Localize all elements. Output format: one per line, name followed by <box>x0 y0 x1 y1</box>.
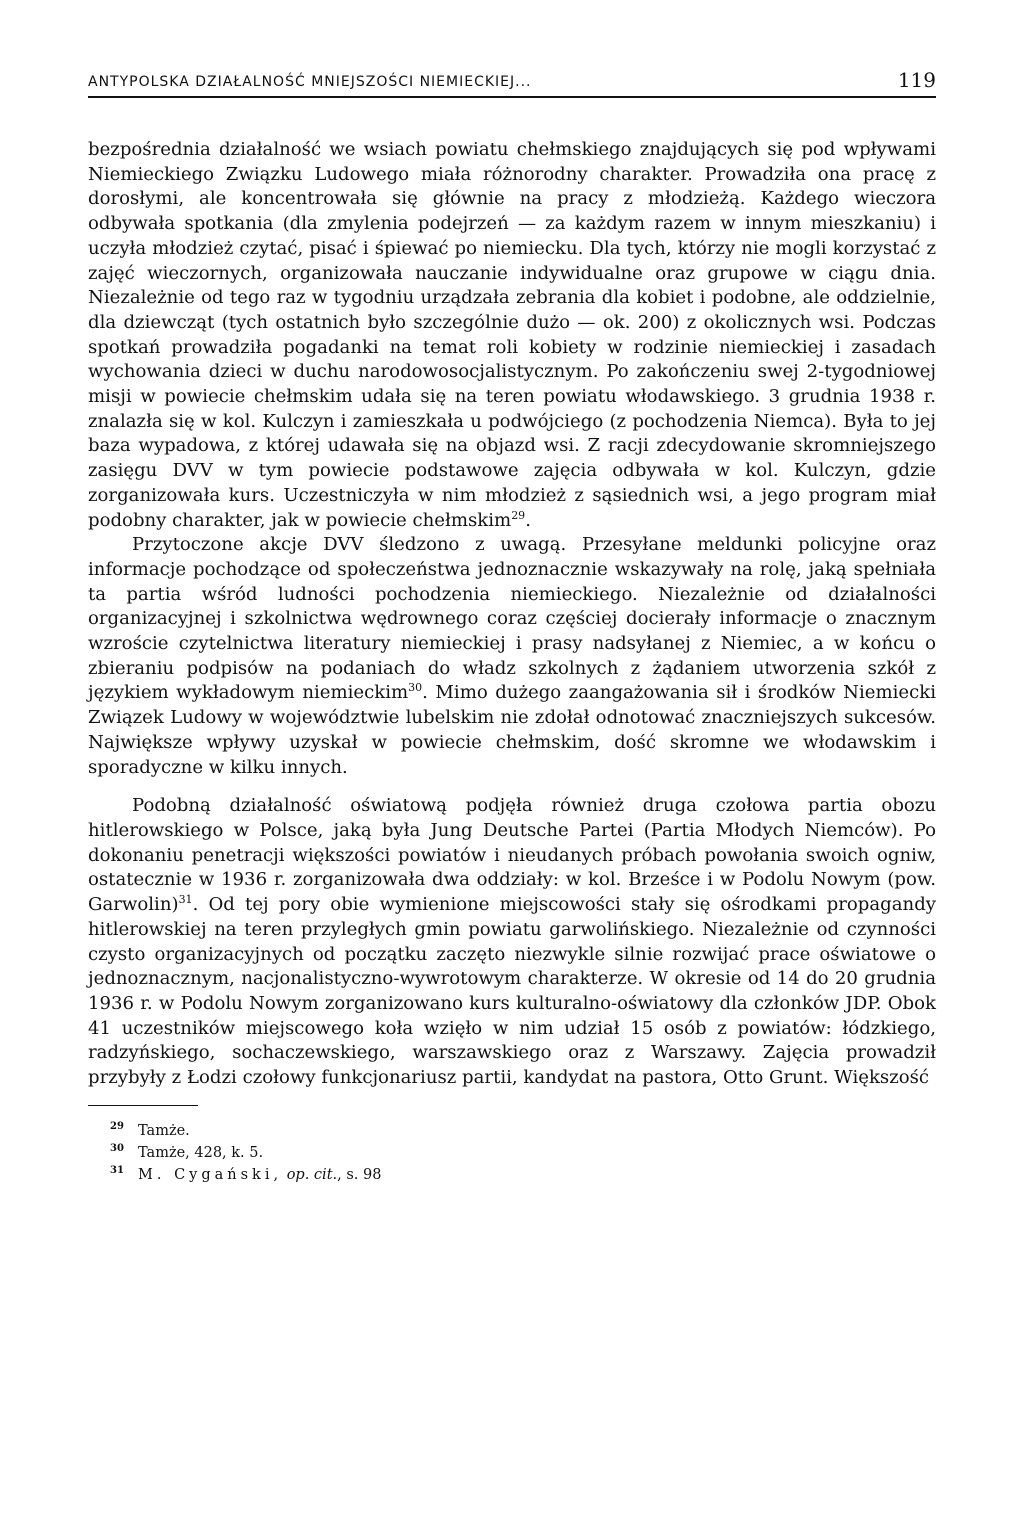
paragraph-text: . Mimo dużego zaangażowania sił i środków Niemiecki Związek Ludowy w województwie lubelskim nie zdołał odnotować znaczniejszych sukcesów. Największe wpływy uzyskał w powiecie chełmskim, dość skromne we włodawskim i sporadyczne w kilku innych. <box>88 682 937 778</box>
footnote-number: 30 <box>110 1142 124 1154</box>
footnote-divider <box>88 1105 198 1106</box>
footnote-text: Tamże, 428, k. 5. <box>138 1144 264 1161</box>
paragraph-2 <box>88 533 936 780</box>
footnote-30 <box>110 1142 936 1164</box>
footnote-author: M. Cygański, <box>138 1166 283 1183</box>
paragraph-text: Podobną działalność oświatową podjęła również druga czołowa partia obozu hitlerowskiego w Polsce, jaką była Jung Deutsche Partei (Partia Młodych Niemców). Po dokonaniu penetracji większości powiatów i nieudanych próbach powołania swoich ogniw, ostatecznie w 1936 r. zorganizowała dwa oddziały: w kol. Brześce i w Podolu Nowym (pow. Garwolin) <box>88 795 936 916</box>
footnote-ref-29: 29 <box>511 508 526 522</box>
footnote-ref-31: 31 <box>178 893 193 907</box>
page-number: 119 <box>897 68 936 92</box>
footnote-rest: , s. 98 <box>337 1166 382 1183</box>
footnote-number: 31 <box>110 1164 124 1176</box>
body-text <box>88 138 936 1091</box>
footnote-29 <box>110 1120 936 1142</box>
paragraph-3 <box>88 794 936 1090</box>
running-head <box>88 70 936 98</box>
paragraph-text: Przytoczone akcje DVV śledzono z uwagą. Przesyłane meldunki policyjne oraz informacje pochodzące od społeczeństwa jednoznacznie wskazywały na rolę, jaką spełniała ta partia wśród ludności pochodzenia niemieckiego. Niezależnie od działalności organizacyjnej i szkolnictwa wędrownego coraz częściej docierały informacje o znacznym wzroście czytelnictwa literatury niemieckiej i prasy nadsyłanej z Niemiec, a w końcu o zbieraniu podpisów na podaniach do władz szkolnych z żądaniem utworzenia szkół z językiem wykładowym niemieckim <box>88 534 936 704</box>
footnote-31 <box>110 1164 936 1186</box>
paragraph-1 <box>88 138 936 533</box>
footnote-text: Tamże. <box>138 1122 190 1139</box>
paragraph-text: . <box>525 509 531 531</box>
footnotes <box>88 1120 936 1186</box>
page <box>88 70 936 1186</box>
footnote-op-cit: op. cit. <box>286 1166 338 1183</box>
paragraph-text: . Od tej pory obie wymienione miejscowości stały się ośrodkami propagandy hitlerowskiej na teren przyległych gmin powiatu garwolińskiego. Niezależnie od czynności czysto organizacyjnych od początku zaczęto niezwykle silnie rozwijać prace oświatowe o jednoznacznym, nacjonalistyczno-wywrotowym charakterze. W okresie od 14 do 20 grudnia 1936 r. w Podolu Nowym zorganizowano kurs kulturalno-oświatowy dla członków JDP. Obok 41 uczestników miejscowego koła wzięło w nim udział 15 osób z powiatów: łódzkiego, radzyńskiego, sochaczewskiego, warszawskiego oraz z Warszawy. Zajęcia prowadził przybyły z Łodzi czołowy funkcjonariusz partii, kandydat na pastora, Otto Grunt. Większość <box>88 894 936 1089</box>
footnote-number: 29 <box>110 1120 124 1132</box>
paragraph-text: bezpośrednia działalność we wsiach powiatu chełmskiego znajdujących się pod wpływami Niemieckiego Związku Ludowego miała różnorodny charakter. Prowadziła ona pracę z dorosłymi, ale koncentrowała się głównie na pracy z młodzieżą. Każdego wieczora odbywała spotkania (dla zmylenia podejrzeń — za każdym razem w innym mieszkaniu) i uczyła młodzież czytać, pisać i śpiewać po niemiecku. Dla tych, którzy nie mogli korzystać z zajęć wieczornych, organizowała nauczanie indywidualne oraz grupowe w ciągu dnia. Niezależnie od tego raz w tygodniu urządzała zebrania dla kobiet i podobne, ale oddzielnie, dla dziewcząt (tych ostatnich było szczególnie dużo — ok. 200) z okolicznych wsi. Podczas spotkań prowadziła pogadanki na temat roli kobiety w rodzinie niemieckiej i zasadach wychowania dzieci w duchu narodowosocjalistycznym. Po zakończeniu swej 2-tygodniowej misji w powiecie chełmskim udała się na teren powiatu włodawskiego. 3 grudnia 1938 r. znalazła się w kol. Kulczyn i zamieszkała u podwójciego (z pochodzenia Niemca). Była to jej baza wypadowa, z której udawała się na objazd wsi. Z racji zdecydowanie skromniejszego zasięgu DVV w tym powiecie podstawowe zajęcia odbywała w kol. Kulczyn, gdzie zorganizowała kurs. Uczestniczyła w nim młodzież z sąsiednich wsi, a jego program miał podobny charakter, jak w powiecie chełmskim <box>88 139 936 531</box>
running-head-title: ANTYPOLSKA DZIAŁALNOŚĆ MNIEJSZOŚCI NIEMIECKIEJ... <box>88 74 532 90</box>
footnote-text <box>138 1164 381 1186</box>
footnote-ref-30: 30 <box>408 681 423 695</box>
